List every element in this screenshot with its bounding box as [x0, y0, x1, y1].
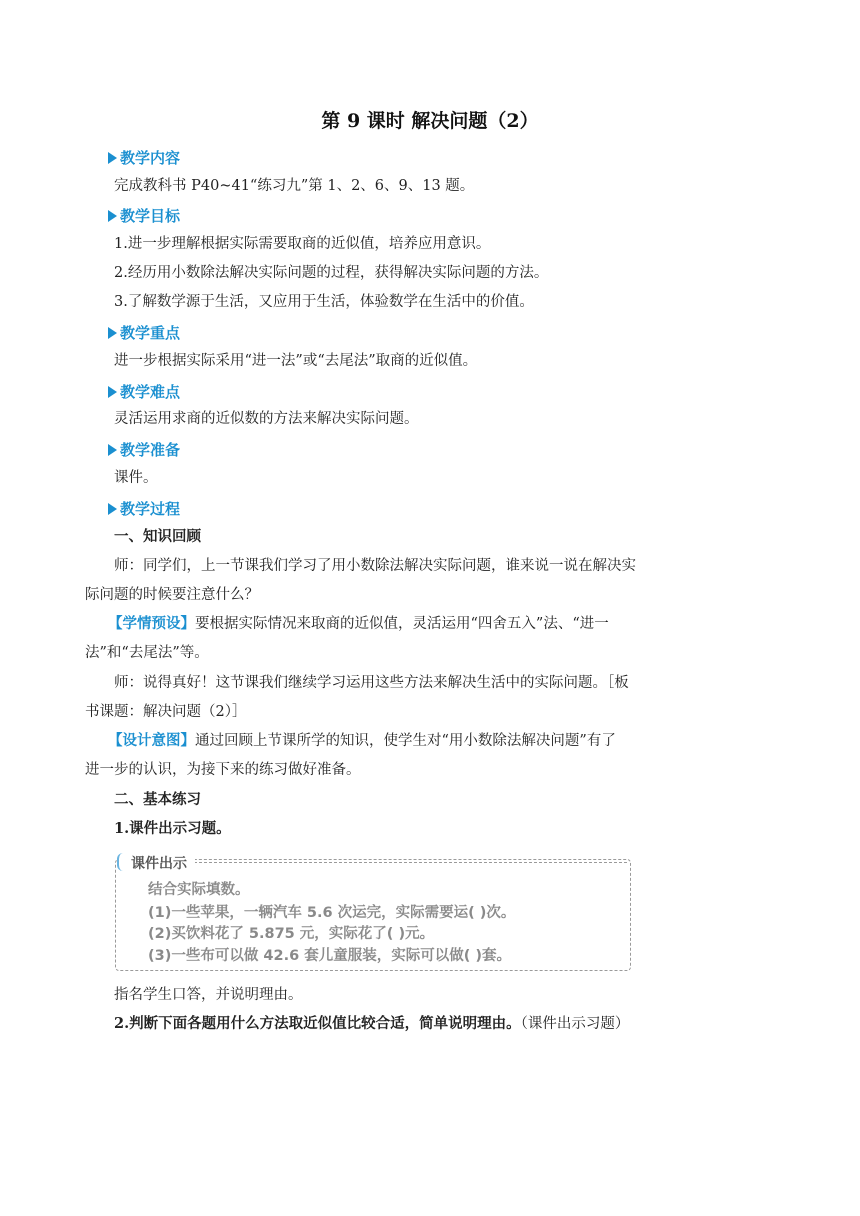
question-1: 1.课件出示习题。 — [114, 820, 231, 837]
para-teacher-2a: 师：说得真好！这节课我们继续学习运用这些方法来解决生活中的实际问题。［板 — [114, 675, 629, 691]
box-instruction: 结合实际填数。 — [148, 882, 250, 898]
box-divider — [189, 862, 627, 863]
section-heading-difficulty: 教学难点 — [108, 381, 180, 402]
courseware-tab: 课件出示 — [117, 851, 195, 875]
para-design-a: 【设计意图】通过回顾上节课所学的知识，使学生对“用小数除法解决问题”有了 — [108, 732, 616, 749]
preparation-text: 课件。 — [114, 470, 158, 486]
triangle-bullet-icon — [108, 327, 117, 339]
section-heading-process: 教学过程 — [108, 498, 180, 519]
section-heading-preparation: 教学准备 — [108, 439, 180, 460]
triangle-bullet-icon — [108, 152, 117, 164]
para-teacher-1a: 师：同学们，上一节课我们学习了用小数除法解决实际问题，谁来说一说在解决实 — [114, 558, 636, 574]
para-preset-b: 法”和“去尾法”等。 — [85, 645, 209, 661]
goal-3: 3.了解数学源于生活，又应用于生活，体验数学在生活中的价值。 — [114, 294, 534, 310]
triangle-bullet-icon — [108, 444, 117, 456]
section-heading-goals: 教学目标 — [108, 205, 180, 226]
triangle-bullet-icon — [108, 386, 117, 398]
lesson-title: 第 9 课时 解决问题（2） — [321, 110, 539, 132]
box-item-3: (3)一些布可以做 42.6 套儿童服装，实际可以做( )套。 — [148, 948, 512, 964]
key-text: 进一步根据实际采用“进一法”或“去尾法”取商的近似值。 — [114, 353, 478, 369]
subsection-review: 一、知识回顾 — [114, 528, 201, 545]
para-preset-a: 【学情预设】要根据实际情况来取商的近似值，灵活运用“四舍五入”法、“进一 — [108, 615, 609, 632]
subsection-practice: 二、基本练习 — [114, 791, 201, 808]
box-item-1: (1)一些苹果，一辆汽车 5.6 次运完，实际需要运( )次。 — [148, 905, 516, 921]
para-teacher-1b: 际问题的时候要注意什么？ — [85, 587, 259, 603]
para-teacher-2b: 书课题：解决问题（2）］ — [85, 704, 247, 720]
question-2: 2.判断下面各题用什么方法取近似值比较合适，简单说明理由。（课件出示习题） — [114, 1015, 630, 1032]
tag-design: 【设计意图】 — [108, 732, 195, 749]
goal-2: 2.经历用小数除法解决实际问题的过程，获得解决实际问题的方法。 — [114, 265, 549, 281]
goal-1: 1.进一步理解根据实际需要取商的近似值，培养应用意识。 — [114, 236, 491, 252]
curl-icon — [117, 853, 129, 871]
tag-preset: 【学情预设】 — [108, 615, 195, 632]
para-answer: 指名学生口答，并说明理由。 — [114, 987, 303, 1003]
content-text: 完成教科书 P40~41“练习九”第 1、2、6、9、13 题。 — [114, 178, 475, 194]
box-item-2: (2)买饮料花了 5.875 元，实际花了( )元。 — [148, 926, 435, 942]
section-heading-key: 教学重点 — [108, 322, 180, 343]
triangle-bullet-icon — [108, 503, 117, 515]
section-heading-content: 教学内容 — [108, 147, 180, 168]
triangle-bullet-icon — [108, 210, 117, 222]
difficulty-text: 灵活运用求商的近似数的方法来解决实际问题。 — [114, 411, 419, 427]
para-design-b: 进一步的认识，为接下来的练习做好准备。 — [85, 762, 361, 778]
